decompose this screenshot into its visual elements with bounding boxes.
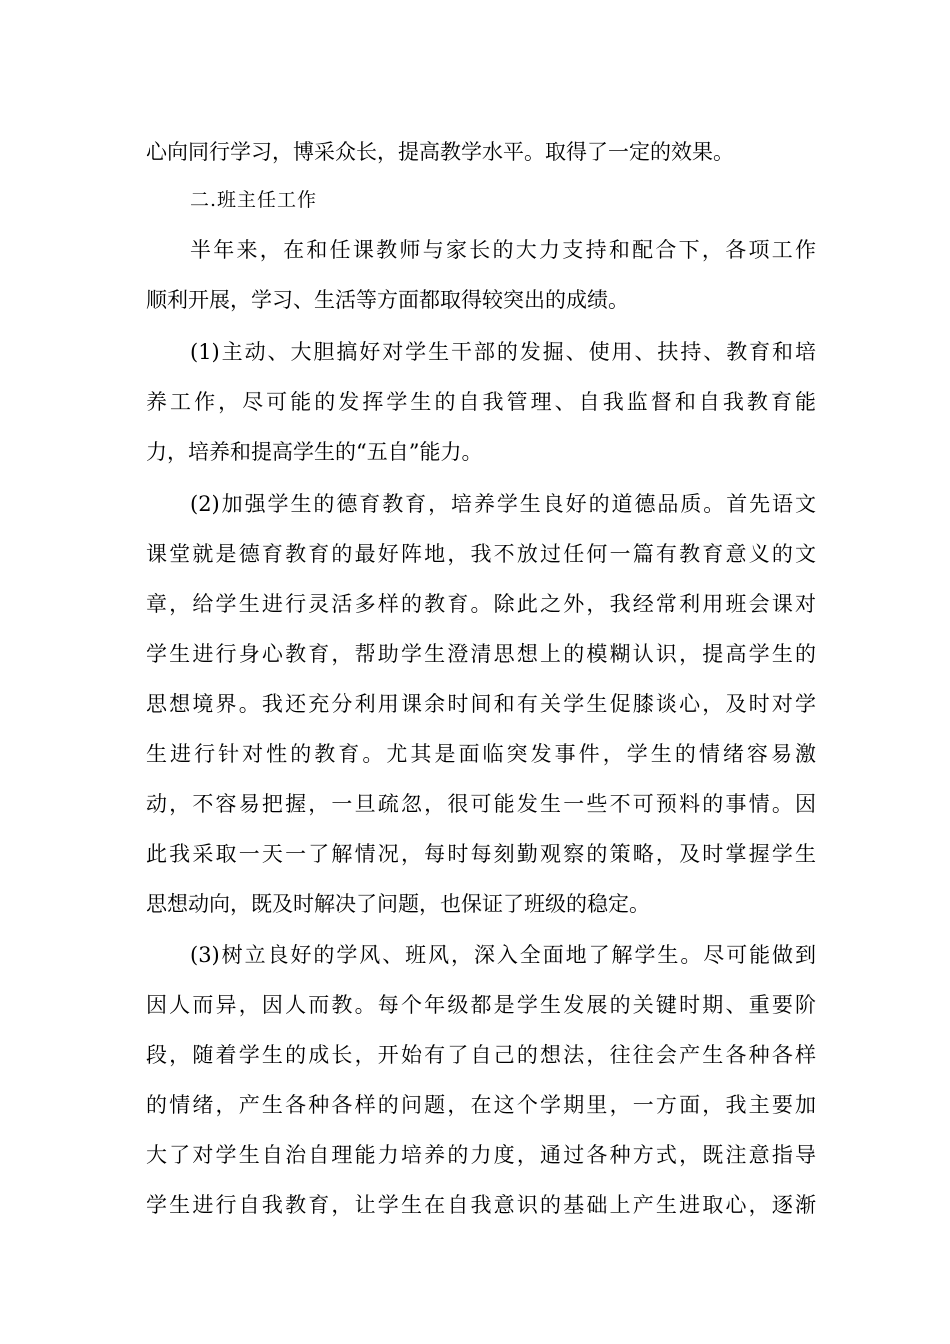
paragraph-line: 养工作，尽可能的发挥学生的自我管理、自我监督和自我教育能 [146,390,816,414]
paragraph-line: 的情绪，产生各种各样的问题，在这个学期里，一方面，我主要加 [146,1093,816,1117]
paragraph-line: 动，不容易把握，一旦疏忽，很可能发生一些不可预料的事情。因 [146,792,816,816]
paragraph-line: 此我采取一天一了解情况，每时每刻勤观察的策略，及时掌握学生 [146,842,816,866]
section-heading: 二.班主任工作 [190,189,318,211]
paragraph-line: 段，随着学生的成长，开始有了自己的想法，往往会产生各种各样 [146,1043,816,1067]
paragraph-line: (3)树立良好的学风、班风，深入全面地了解学生。尽可能做到 [190,943,816,967]
paragraph-line: 半年来，在和任课教师与家长的大力支持和配合下，各项工作 [190,238,816,262]
paragraph-line: 思想境界。我还充分利用课余时间和有关学生促膝谈心，及时对学 [146,692,816,716]
paragraph-line: (2)加强学生的德育教育，培养学生良好的道德品质。首先语文 [190,492,816,516]
paragraph-line: 思想动向，既及时解决了问题，也保证了班级的稳定。 [146,892,650,916]
paragraph-line: 学生进行自我教育，让学生在自我意识的基础上产生进取心，逐渐 [146,1193,816,1217]
paragraph-line: 大了对学生自治自理能力培养的力度，通过各种方式，既注意指导 [146,1143,816,1167]
paragraph-line: 因人而异，因人而教。每个年级都是学生发展的关键时期、重要阶 [146,993,816,1017]
paragraph-line: 心向同行学习，博采众长，提高教学水平。取得了一定的效果。 [146,140,734,164]
paragraph-line: 生进行针对性的教育。尤其是面临突发事件，学生的情绪容易激 [146,742,816,766]
paragraph-line: 学生进行身心教育，帮助学生澄清思想上的模糊认识，提高学生的 [146,642,816,666]
paragraph-line: 顺利开展，学习、生活等方面都取得较突出的成绩。 [146,288,629,312]
paragraph-line: (1)主动、大胆搞好对学生干部的发掘、使用、扶持、教育和培 [190,340,816,364]
paragraph-line: 课堂就是德育教育的最好阵地，我不放过任何一篇有教育意义的文 [146,542,816,566]
paragraph-line: 力，培养和提高学生的“五自”能力。 [146,440,483,464]
paragraph-line: 章，给学生进行灵活多样的教育。除此之外，我经常利用班会课对 [146,592,816,616]
